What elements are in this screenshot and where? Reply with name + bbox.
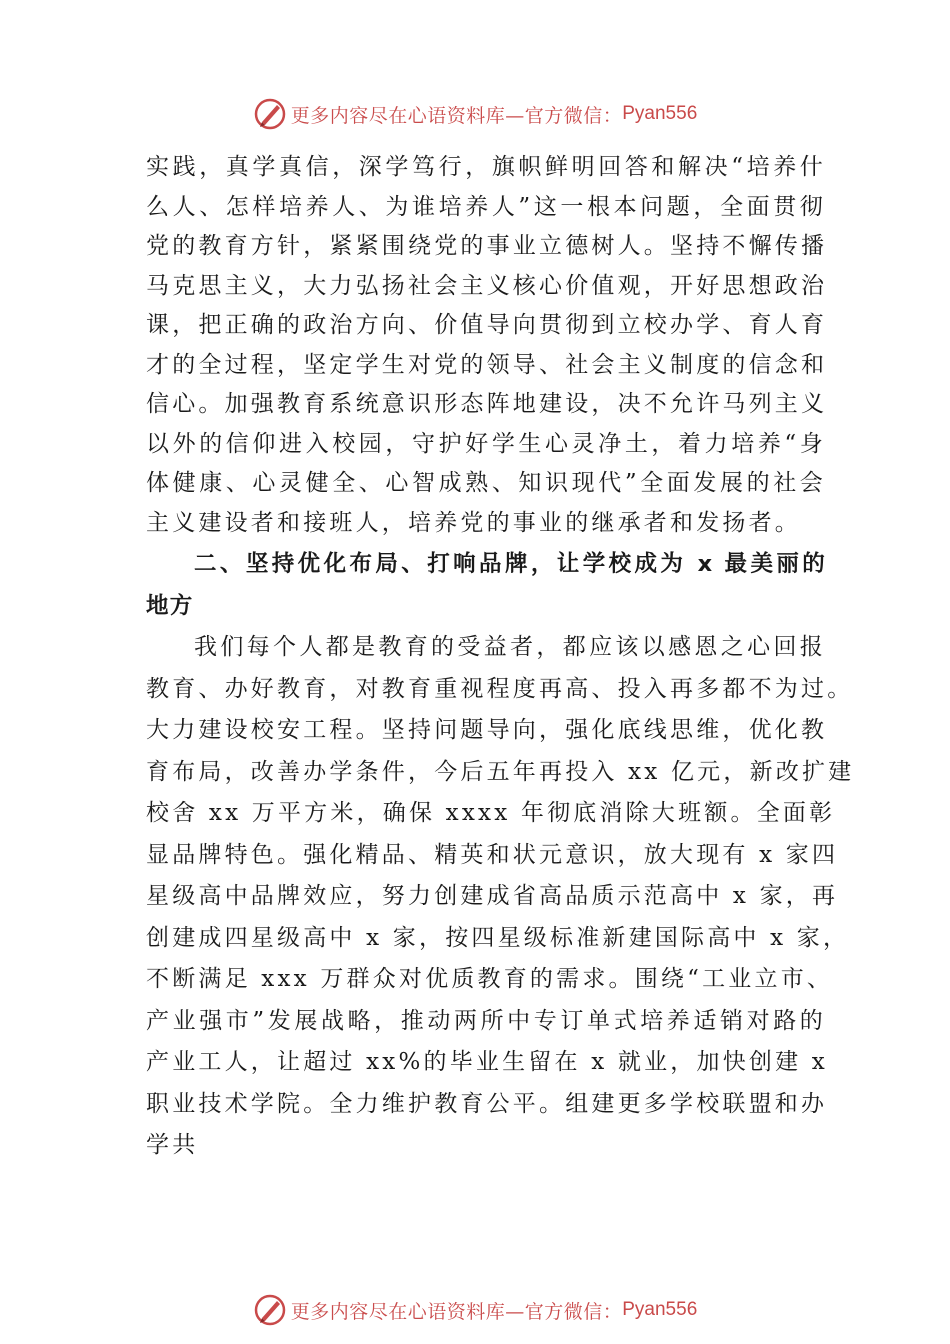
text-line: 教育、办好教育，对教育重视程度再高、投入再多都不为过。 [146,675,854,702]
text-line: 育布局，改善办学条件，今后五年再投入 xx 亿元，新改扩建 [146,758,855,785]
paragraph-2 [146,627,855,1167]
text-line: 实践，真学真信，深学笃行，旗帜鲜明回答和解决“培养什 [146,154,826,180]
text-line: 大力建设校安工程。坚持问题导向，强化底线思维，优化教 [146,717,828,743]
paragraph-1 [146,148,826,543]
text-line: 马克思主义，大力弘扬社会主义核心价值观，开好思想政治 [146,272,828,299]
text-line: 学共 [146,1132,199,1158]
text-line: 创建成四星级高中 x 家，按四星级标准新建国际高中 x 家， [146,924,850,951]
text-line: 显品牌特色。强化精品、精英和状元意识，放大现有 x 家四 [146,841,839,868]
text-line: 么人、怎样培养人、为谁培养人”这一根本问题，全面贯彻 [146,193,826,220]
text-line: 职业技术学院。全力维护教育公平。组建更多学校联盟和办 [146,1090,828,1117]
text-line: 产业工人，让超过 xx%的毕业生留在 x 就业，加快创建 x [146,1049,828,1075]
header-watermark [0,94,950,134]
text-line: 才的全过程，坚定学生对党的领导、社会主义制度的信念和 [146,351,828,378]
watermark-wechat-id: Pyan556 [622,103,698,124]
document-body [146,148,855,1167]
text-line: 信心。加强教育系统意识形态阵地建设，决不允许马列主义 [146,391,828,417]
text-line: 不断满足 xxx 万群众对优质教育的需求。围绕“工业立市、 [146,966,834,992]
text-line: 主义建设者和接班人，培养党的事业的继承者和发扬者。 [146,509,801,536]
watermark-text: 更多内容尽在心语资料库—官方微信： [290,1300,623,1323]
text-line: 星级高中品牌效应，努力创建成省高品质示范高中 x 家，再 [146,883,839,909]
pen-logo-icon [253,97,287,131]
watermark-wechat-id: Pyan556 [622,1299,698,1320]
section-heading-2 [146,543,826,627]
pen-logo-icon [253,1293,287,1327]
text-line: 以外的信仰进入校园，守护好学生心灵净土，着力培养“身 [146,430,826,457]
text-line: 产业强市”发展战略，推动两所中专订单式培养适销对路的 [146,1007,826,1034]
watermark-text: 更多内容尽在心语资料库—官方微信： [290,104,623,127]
text-line: 党的教育方针，紧紧围绕党的事业立德树人。坚持不懈传播 [146,233,828,259]
text-line: 课，把正确的政治方向、价值导向贯彻到立校办学、育人育 [146,312,828,338]
heading-line: 二、坚持优化布局、打响品牌，让学校成为 x 最美丽的 [194,551,826,577]
heading-line: 地方 [146,593,194,619]
text-line: 校舍 xx 万平方米，确保 xxxx 年彻底消除大班额。全面彰 [146,800,836,826]
text-line: 体健康、心灵健全、心智成熟、知识现代”全面发展的社会 [146,470,826,496]
text-line: 我们每个人都是教育的受益者，都应该以感恩之心回报 [194,634,826,660]
footer-watermark [0,1290,950,1330]
